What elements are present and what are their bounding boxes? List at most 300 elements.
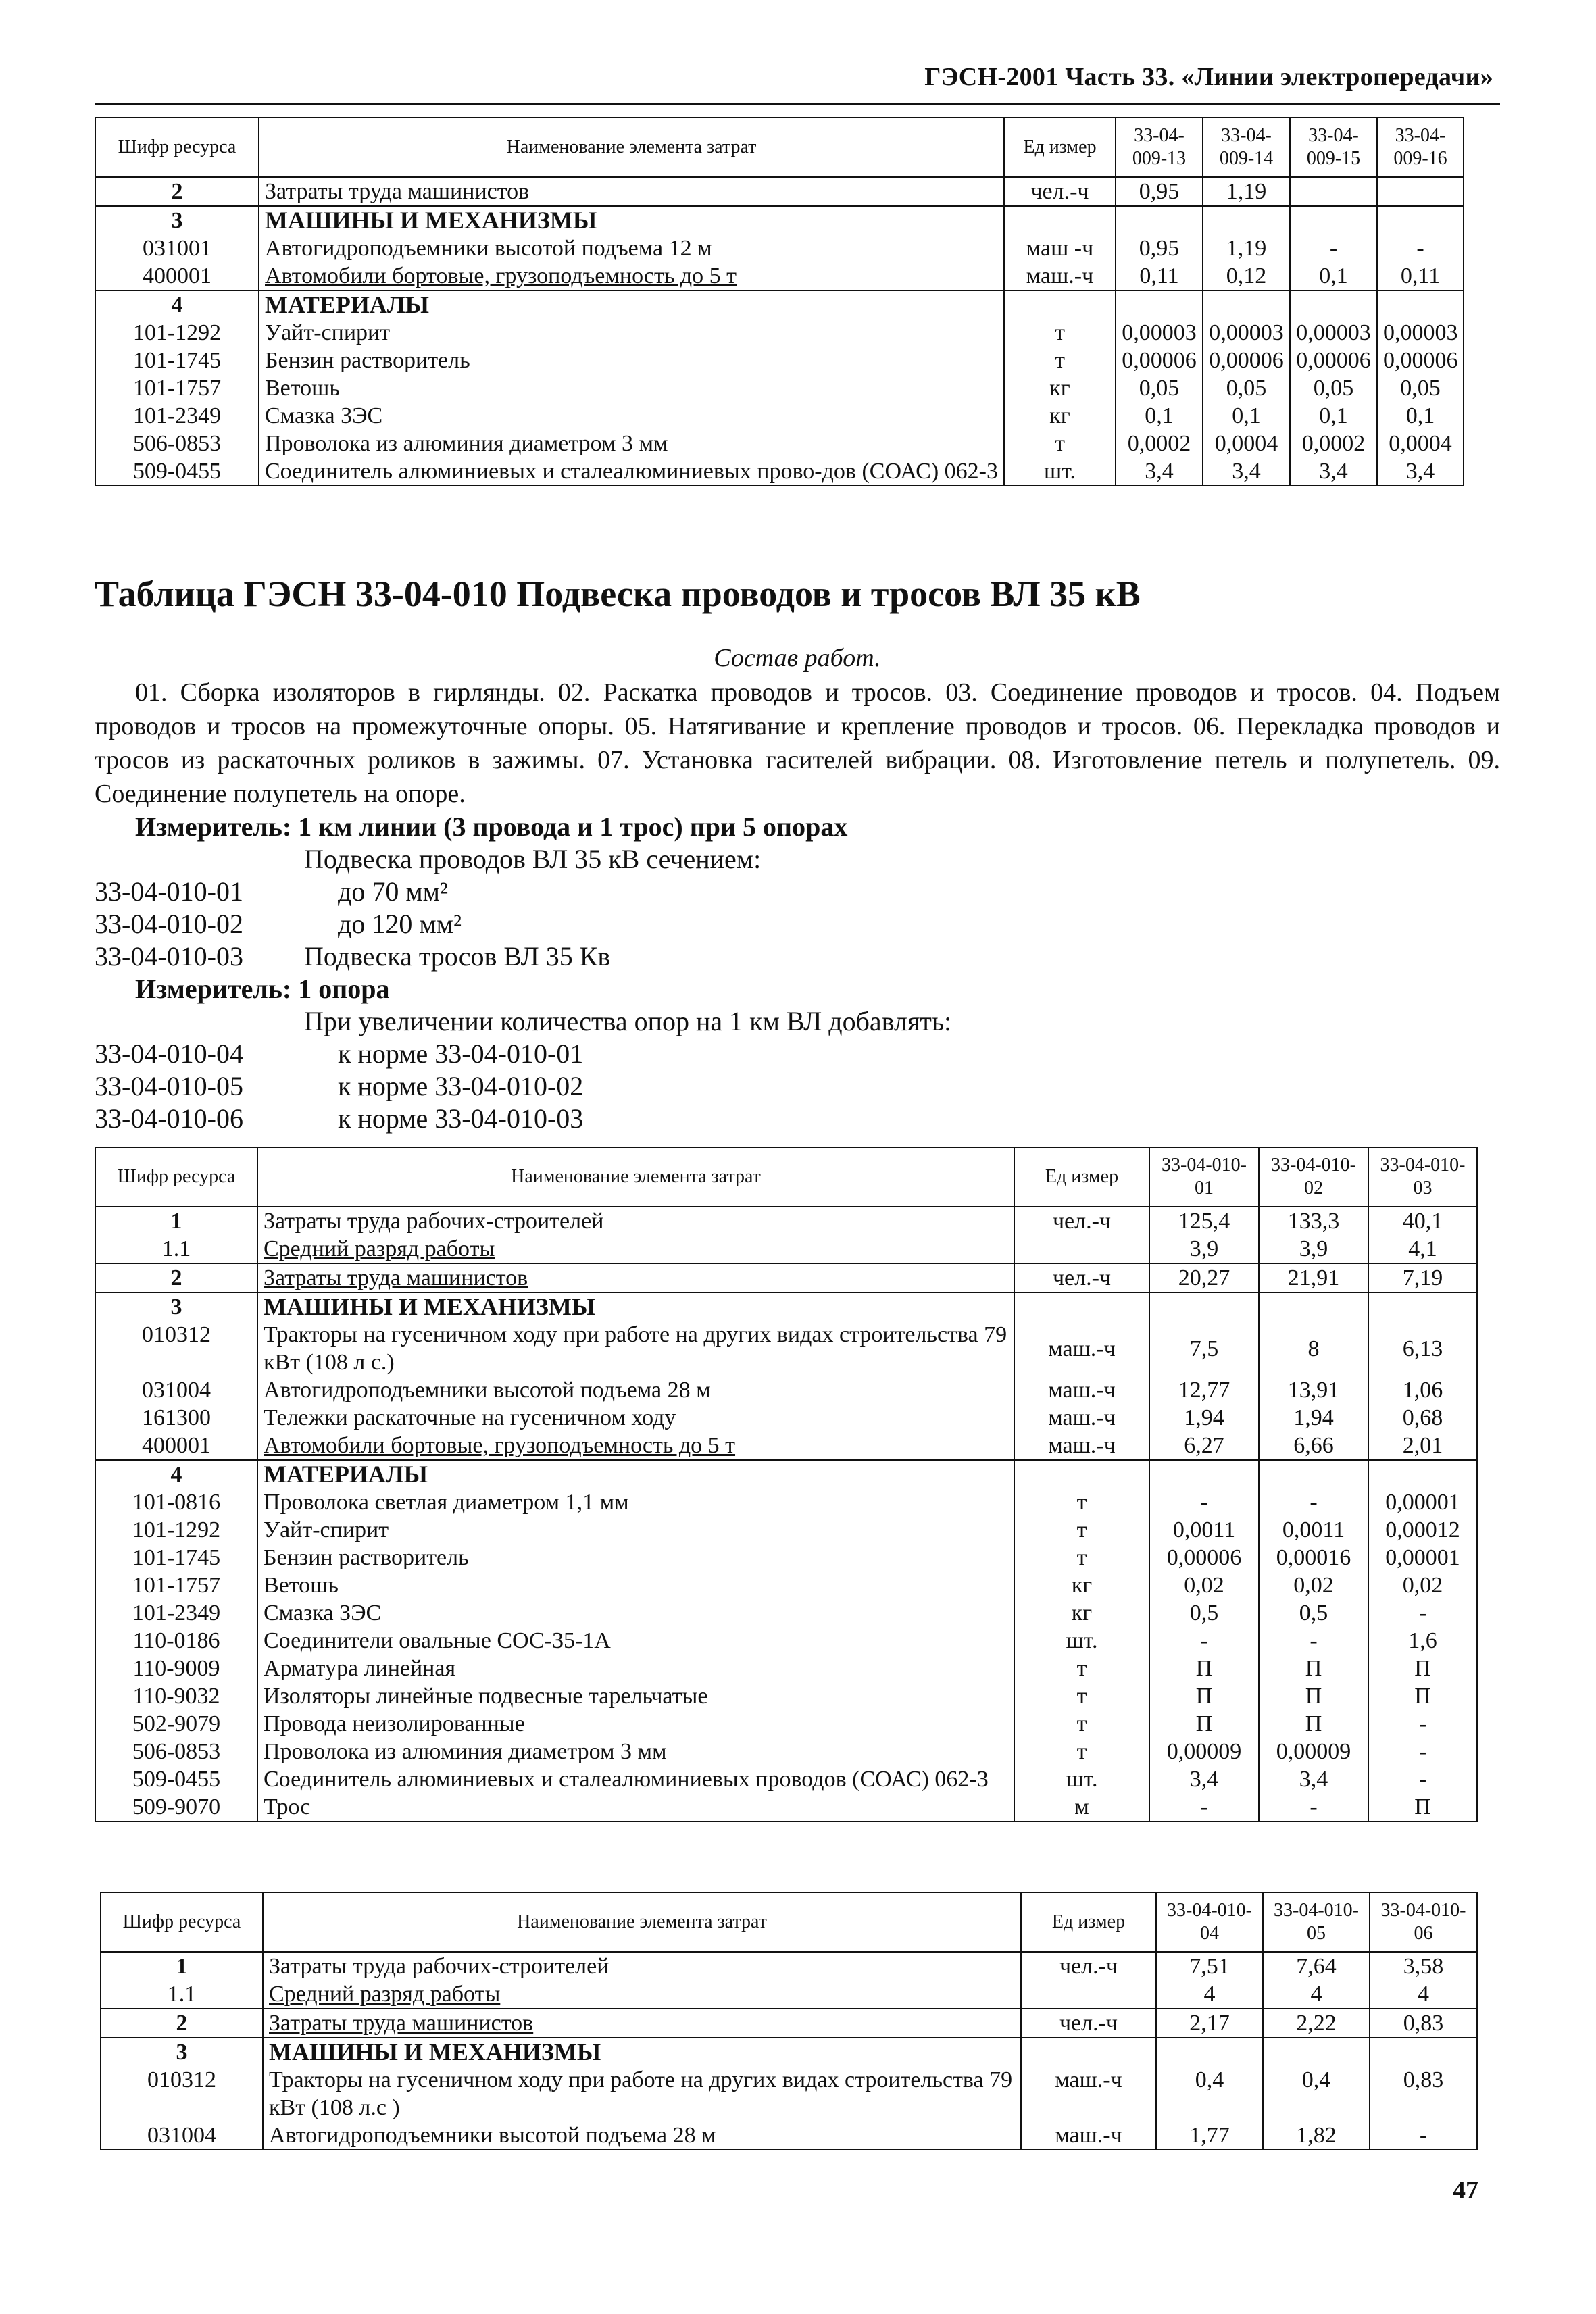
row-unit: кг [1014, 1571, 1149, 1599]
row-value: 0,0002 [1116, 430, 1203, 457]
row-value [1370, 2038, 1477, 2066]
row-code: 506-0853 [95, 1738, 257, 1765]
table-row [95, 1765, 1477, 1793]
row-value: 40,1 [1368, 1207, 1477, 1235]
row-value: 0,00003 [1116, 319, 1203, 347]
row-value: 0,5 [1259, 1599, 1368, 1627]
row-value: П [1368, 1793, 1477, 1821]
row-unit: маш.-ч [1021, 2121, 1156, 2150]
row-unit: чел.-ч [1021, 2009, 1156, 2038]
row-value: - [1259, 1488, 1368, 1516]
row-code: 3 [95, 206, 259, 234]
row-value [1368, 1292, 1477, 1321]
row-value [1203, 291, 1290, 319]
table-row [95, 1599, 1477, 1627]
row-unit: т [1014, 1516, 1149, 1544]
row-value [1377, 206, 1464, 234]
row-code: 1.1 [95, 1235, 257, 1263]
row-name: Ветошь [259, 374, 1004, 402]
row-value: 2,22 [1263, 2009, 1370, 2038]
row-unit: чел.-ч [1004, 177, 1116, 206]
row-unit: шт. [1014, 1765, 1149, 1793]
row-name: Бензин растворитель [259, 347, 1004, 374]
row-unit: м [1014, 1793, 1149, 1821]
header-unit: Ед измер [1021, 1892, 1156, 1952]
header-norm-column: 33-04-010-05 [1263, 1892, 1370, 1952]
row-unit: маш.-ч [1014, 1404, 1149, 1432]
row-name: Тележки раскаточные на гусеничном ходу [257, 1404, 1014, 1432]
row-unit [1014, 1235, 1149, 1263]
row-value: 6,27 [1149, 1432, 1259, 1460]
row-value: 0,83 [1370, 2066, 1477, 2121]
header-norm-column: 33-04-009-15 [1290, 118, 1377, 177]
row-value [1263, 2038, 1370, 2066]
row-unit: т [1004, 430, 1116, 457]
row-value: 0,5 [1149, 1599, 1259, 1627]
row-value: - [1149, 1793, 1259, 1821]
row-value: 0,1 [1377, 402, 1464, 430]
table-row [95, 457, 1464, 486]
row-name: Бензин растворитель [257, 1544, 1014, 1571]
table-row [95, 234, 1464, 262]
row-code: 506-0853 [95, 430, 259, 457]
row-unit: т [1004, 347, 1116, 374]
row-value: 8 [1259, 1321, 1368, 1376]
table-row [95, 1544, 1477, 1571]
table-row [95, 1793, 1477, 1821]
header-norm-column: 33-04-010-03 [1368, 1147, 1477, 1207]
row-value [1259, 1292, 1368, 1321]
row-value: 0,0011 [1149, 1516, 1259, 1544]
header-code: Шифр ресурса [95, 118, 259, 177]
page-number: 47 [1453, 2176, 1478, 2205]
row-value: 0,0011 [1259, 1516, 1368, 1544]
row-code: 509-9070 [95, 1793, 257, 1821]
row-code: 110-9032 [95, 1682, 257, 1710]
norm-text: Подвеска тросов ВЛ 35 Кв [304, 941, 611, 972]
row-code: 4 [95, 291, 259, 319]
row-value: 133,3 [1259, 1207, 1368, 1235]
row-code: 3 [101, 2038, 263, 2066]
row-value: 0,05 [1377, 374, 1464, 402]
norm-text: до 70 мм² [338, 876, 448, 907]
row-unit: т [1014, 1655, 1149, 1682]
norm-group-heading: Подвеска проводов ВЛ 35 кВ сечением: [304, 844, 762, 874]
row-value: 12,77 [1149, 1376, 1259, 1404]
row-value: 3,4 [1149, 1765, 1259, 1793]
row-code: 3 [95, 1292, 257, 1321]
composition-title: Состав работ. [714, 644, 881, 672]
table-row [95, 402, 1464, 430]
row-value: - [1149, 1627, 1259, 1655]
table-row [95, 319, 1464, 347]
table-row [101, 2038, 1477, 2066]
row-value: - [1368, 1710, 1477, 1738]
row-value: 0,4 [1263, 2066, 1370, 2121]
row-value: 1,19 [1203, 177, 1290, 206]
row-name: Средний разряд работы [257, 1235, 1014, 1263]
row-code: 101-0816 [95, 1488, 257, 1516]
header-norm-column: 33-04-009-13 [1116, 118, 1203, 177]
row-code: 101-1745 [95, 347, 259, 374]
row-value: 0,95 [1116, 234, 1203, 262]
header-name: Наименование элемента затрат [263, 1892, 1021, 1952]
row-code: 1 [95, 1207, 257, 1235]
row-code: 101-2349 [95, 402, 259, 430]
row-value: - [1377, 234, 1464, 262]
row-unit [1004, 291, 1116, 319]
row-code: 2 [101, 2009, 263, 2038]
table-row [95, 1460, 1477, 1488]
row-code: 2 [95, 177, 259, 206]
row-value: 0,00006 [1203, 347, 1290, 374]
row-value: - [1290, 234, 1377, 262]
row-name: Смазка ЗЭС [259, 402, 1004, 430]
table-row [95, 430, 1464, 457]
table-row [95, 1292, 1477, 1321]
row-value: 1,94 [1259, 1404, 1368, 1432]
row-value [1290, 177, 1377, 206]
table-row [95, 1571, 1477, 1599]
row-unit: шт. [1014, 1627, 1149, 1655]
row-value [1149, 1460, 1259, 1488]
row-code: 110-0186 [95, 1627, 257, 1655]
table-row [95, 291, 1464, 319]
row-value: 7,51 [1156, 1952, 1263, 1980]
row-value: П [1368, 1655, 1477, 1682]
table-row [95, 1263, 1477, 1292]
norm-group-heading: При увеличении количества опор на 1 км ВЛ добавлять: [304, 1006, 952, 1036]
row-value: - [1368, 1599, 1477, 1627]
table-row [95, 1432, 1477, 1460]
norm-code: 33-04-010-06 [95, 1103, 243, 1134]
row-value: 3,4 [1377, 457, 1464, 486]
table-row [95, 347, 1464, 374]
row-name: Автогидроподъемники высотой подъема 28 м [257, 1376, 1014, 1404]
row-section-title: МАШИНЫ И МЕХАНИЗМЫ [259, 206, 1004, 234]
row-value: - [1149, 1488, 1259, 1516]
row-unit: кг [1004, 402, 1116, 430]
row-value: 0,00009 [1259, 1738, 1368, 1765]
row-code: 502-9079 [95, 1710, 257, 1738]
row-value [1290, 291, 1377, 319]
row-name: Затраты труда рабочих-строителей [263, 1952, 1021, 1980]
row-name: Автогидроподъемники высотой подъема 28 м [263, 2121, 1021, 2150]
row-value: 4 [1263, 1980, 1370, 2009]
row-value: 3,4 [1259, 1765, 1368, 1793]
table-row [95, 1627, 1477, 1655]
row-value: 4 [1156, 1980, 1263, 2009]
table-row [95, 1404, 1477, 1432]
row-unit [1014, 1460, 1149, 1488]
row-value: 3,4 [1203, 457, 1290, 486]
row-section-title: МАШИНЫ И МЕХАНИЗМЫ [257, 1292, 1014, 1321]
row-unit: маш.-ч [1004, 262, 1116, 291]
header-unit: Ед измер [1014, 1147, 1149, 1207]
table-row [95, 206, 1464, 234]
meter-label: Измеритель: [135, 974, 292, 1004]
row-name: Проволока светлая диаметром 1,1 мм [257, 1488, 1014, 1516]
row-section-title: МАШИНЫ И МЕХАНИЗМЫ [263, 2038, 1021, 2066]
row-unit: чел.-ч [1014, 1207, 1149, 1235]
row-code: 1 [101, 1952, 263, 1980]
row-value: 0,05 [1290, 374, 1377, 402]
row-value: 0,95 [1116, 177, 1203, 206]
row-value: 3,9 [1149, 1235, 1259, 1263]
row-code: 509-0455 [95, 1765, 257, 1793]
resource-table-010-a [95, 1147, 1478, 1822]
row-value: 125,4 [1149, 1207, 1259, 1235]
row-value [1156, 2038, 1263, 2066]
row-unit: т [1014, 1544, 1149, 1571]
norm-text: к норме 33-04-010-02 [338, 1071, 584, 1101]
row-code: 101-1757 [95, 374, 259, 402]
row-unit [1014, 1292, 1149, 1321]
row-unit: маш.-ч [1014, 1321, 1149, 1376]
table-row [101, 2009, 1477, 2038]
row-name: Затраты труда рабочих-строителей [257, 1207, 1014, 1235]
row-name: Соединитель алюминиевых и сталеалюминиевых прово-дов (СОАС) 062-3 [259, 457, 1004, 486]
row-name: Уайт-спирит [257, 1516, 1014, 1544]
meter-value: 1 км линии (3 провода и 1 трос) при 5 опорах [298, 811, 848, 842]
header-code: Шифр ресурса [95, 1147, 257, 1207]
row-name: Провода неизолированные [257, 1710, 1014, 1738]
row-value: 6,13 [1368, 1321, 1477, 1376]
row-name: Затраты труда машинистов [259, 177, 1004, 206]
row-code: 101-1757 [95, 1571, 257, 1599]
row-unit: кг [1014, 1599, 1149, 1627]
row-name: Проволока из алюминия диаметром 3 мм [257, 1738, 1014, 1765]
row-value: - [1370, 2121, 1477, 2150]
row-value: 1,77 [1156, 2121, 1263, 2150]
row-section-title: МАТЕРИАЛЫ [257, 1460, 1014, 1488]
row-code: 101-1292 [95, 319, 259, 347]
header-norm-column: 33-04-009-14 [1203, 118, 1290, 177]
row-unit: маш.-ч [1014, 1376, 1149, 1404]
row-value [1149, 1292, 1259, 1321]
row-code: 400001 [95, 1432, 257, 1460]
row-code: 161300 [95, 1404, 257, 1432]
row-value: 0,00012 [1368, 1516, 1477, 1544]
row-name: Соединители овальные СОС-35-1А [257, 1627, 1014, 1655]
row-value: 0,00006 [1116, 347, 1203, 374]
row-unit: т [1004, 319, 1116, 347]
header-rule [95, 103, 1500, 105]
table-row [95, 1376, 1477, 1404]
row-value: 0,1 [1290, 402, 1377, 430]
table-row [101, 2066, 1477, 2121]
row-value: 21,91 [1259, 1263, 1368, 1292]
row-unit: т [1014, 1488, 1149, 1516]
table-row [95, 1516, 1477, 1544]
row-value: 1,6 [1368, 1627, 1477, 1655]
norm-code: 33-04-010-04 [95, 1038, 243, 1069]
row-value: 0,1 [1203, 402, 1290, 430]
row-unit [1021, 1980, 1156, 2009]
row-value: 0,05 [1203, 374, 1290, 402]
row-value: 0,11 [1116, 262, 1203, 291]
row-value: 4 [1370, 1980, 1477, 2009]
header-unit: Ед измер [1004, 118, 1116, 177]
row-code: 101-2349 [95, 1599, 257, 1627]
row-value: П [1368, 1682, 1477, 1710]
row-value: 0,12 [1203, 262, 1290, 291]
row-value: 4,1 [1368, 1235, 1477, 1263]
row-value [1203, 206, 1290, 234]
table-row [95, 1207, 1477, 1235]
row-unit: т [1014, 1738, 1149, 1765]
row-value: 0,00003 [1203, 319, 1290, 347]
table-row [95, 262, 1464, 291]
row-value: 0,02 [1368, 1571, 1477, 1599]
norm-code: 33-04-010-01 [95, 876, 243, 907]
row-code: 101-1745 [95, 1544, 257, 1571]
row-value: 0,00016 [1259, 1544, 1368, 1571]
row-unit: чел.-ч [1021, 1952, 1156, 1980]
row-value: - [1368, 1765, 1477, 1793]
row-value: 0,0004 [1377, 430, 1464, 457]
row-name: Тракторы на гусеничном ходу при работе на других видах строительства 79 кВт (108 л с.) [257, 1321, 1014, 1376]
table-row [95, 1710, 1477, 1738]
row-value: 0,02 [1149, 1571, 1259, 1599]
row-code: 1.1 [101, 1980, 263, 2009]
header-code: Шифр ресурса [101, 1892, 263, 1952]
row-value: 6,66 [1259, 1432, 1368, 1460]
row-value: П [1259, 1710, 1368, 1738]
row-name: Тракторы на гусеничном ходу при работе на других видах строительства 79 кВт (108 л.с ) [263, 2066, 1021, 2121]
row-name: Затраты труда машинистов [257, 1263, 1014, 1292]
row-code: 2 [95, 1263, 257, 1292]
row-value: 7,5 [1149, 1321, 1259, 1376]
row-value: П [1259, 1682, 1368, 1710]
row-name: Проволока из алюминия диаметром 3 мм [259, 430, 1004, 457]
row-value [1116, 206, 1203, 234]
header-norm-column: 33-04-009-16 [1377, 118, 1464, 177]
header-name: Наименование элемента затрат [259, 118, 1004, 177]
norm-code: 33-04-010-02 [95, 909, 243, 939]
table-row [95, 1235, 1477, 1263]
row-value: 0,00006 [1377, 347, 1464, 374]
row-value: 3,4 [1290, 457, 1377, 486]
header-norm-column: 33-04-010-02 [1259, 1147, 1368, 1207]
row-code: 031001 [95, 234, 259, 262]
row-code: 4 [95, 1460, 257, 1488]
row-value: 2,17 [1156, 2009, 1263, 2038]
row-name: Автомобили бортовые, грузоподъемность до 5 т [257, 1432, 1014, 1460]
table-row [95, 1738, 1477, 1765]
row-value: 3,4 [1116, 457, 1203, 486]
row-value: 2,01 [1368, 1432, 1477, 1460]
row-value: П [1259, 1655, 1368, 1682]
row-value [1259, 1460, 1368, 1488]
row-value: П [1149, 1710, 1259, 1738]
norm-text: к норме 33-04-010-01 [338, 1038, 584, 1069]
row-value: 0,00003 [1377, 319, 1464, 347]
row-value [1368, 1460, 1477, 1488]
row-unit: маш.-ч [1014, 1432, 1149, 1460]
norm-text: до 120 мм² [338, 909, 462, 939]
row-unit: т [1014, 1682, 1149, 1710]
meter-value: 1 опора [298, 974, 390, 1004]
row-value: - [1368, 1738, 1477, 1765]
row-unit: шт. [1004, 457, 1116, 486]
header-name: Наименование элемента затрат [257, 1147, 1014, 1207]
row-unit: маш -ч [1004, 234, 1116, 262]
row-value: П [1149, 1682, 1259, 1710]
row-value [1290, 206, 1377, 234]
row-value [1377, 291, 1464, 319]
row-value: 0,0004 [1203, 430, 1290, 457]
row-value: 0,00001 [1368, 1544, 1477, 1571]
row-value: 0,11 [1377, 262, 1464, 291]
row-value: 7,64 [1263, 1952, 1370, 1980]
row-unit: чел.-ч [1014, 1263, 1149, 1292]
row-value: 0,83 [1370, 2009, 1477, 2038]
header-norm-column: 33-04-010-01 [1149, 1147, 1259, 1207]
row-name: Трос [257, 1793, 1014, 1821]
table-row [95, 177, 1464, 206]
table-row [95, 1655, 1477, 1682]
row-name: Автомобили бортовые, грузоподъемность до 5 т [259, 262, 1004, 291]
row-value: 0,00006 [1290, 347, 1377, 374]
table-row [95, 1321, 1477, 1376]
row-name: Затраты труда машинистов [263, 2009, 1021, 2038]
row-name: Уайт-спирит [259, 319, 1004, 347]
row-code: 110-9009 [95, 1655, 257, 1682]
norm-text: к норме 33-04-010-03 [338, 1103, 584, 1134]
resource-table-010-b [100, 1892, 1478, 2150]
norm-code: 33-04-010-05 [95, 1071, 243, 1101]
row-value: 1,19 [1203, 234, 1290, 262]
row-section-title: МАТЕРИАЛЫ [259, 291, 1004, 319]
row-value: 0,1 [1290, 262, 1377, 291]
row-value: 0,00006 [1149, 1544, 1259, 1571]
row-value: 0,02 [1259, 1571, 1368, 1599]
header-norm-column: 33-04-010-04 [1156, 1892, 1263, 1952]
row-code: 400001 [95, 262, 259, 291]
row-unit: маш.-ч [1021, 2066, 1156, 2121]
table-row [95, 374, 1464, 402]
section-title: Таблица ГЭСН 33-04-010 Подвеска проводов и тросов ВЛ 35 кВ [95, 574, 1141, 614]
norm-code: 33-04-010-03 [95, 941, 243, 972]
row-name: Арматура линейная [257, 1655, 1014, 1682]
meter-label: Измеритель: [135, 811, 292, 842]
row-value: - [1259, 1793, 1368, 1821]
running-head: ГЭСН-2001 Часть 33. «Линии электропередачи» [924, 63, 1493, 91]
row-name: Изоляторы линейные подвесные тарельчатые [257, 1682, 1014, 1710]
table-row [101, 1980, 1477, 2009]
row-value: 3,58 [1370, 1952, 1477, 1980]
row-value: 0,00009 [1149, 1738, 1259, 1765]
row-value: 0,00003 [1290, 319, 1377, 347]
row-value: 0,4 [1156, 2066, 1263, 2121]
row-value: 20,27 [1149, 1263, 1259, 1292]
row-name: Средний разряд работы [263, 1980, 1021, 2009]
row-name: Смазка ЗЭС [257, 1599, 1014, 1627]
row-name: Автогидроподъемники высотой подъема 12 м [259, 234, 1004, 262]
row-code: 101-1292 [95, 1516, 257, 1544]
resource-table-009 [95, 117, 1464, 486]
table-row [101, 2121, 1477, 2150]
meter-line [135, 811, 847, 843]
table-row [95, 1488, 1477, 1516]
row-value: П [1149, 1655, 1259, 1682]
row-name: Соединитель алюминиевых и сталеалюминиевых проводов (СОАС) 062-3 [257, 1765, 1014, 1793]
row-code: 031004 [95, 1376, 257, 1404]
table-row [95, 1682, 1477, 1710]
row-code: 010312 [95, 1321, 257, 1376]
row-value: 0,0002 [1290, 430, 1377, 457]
